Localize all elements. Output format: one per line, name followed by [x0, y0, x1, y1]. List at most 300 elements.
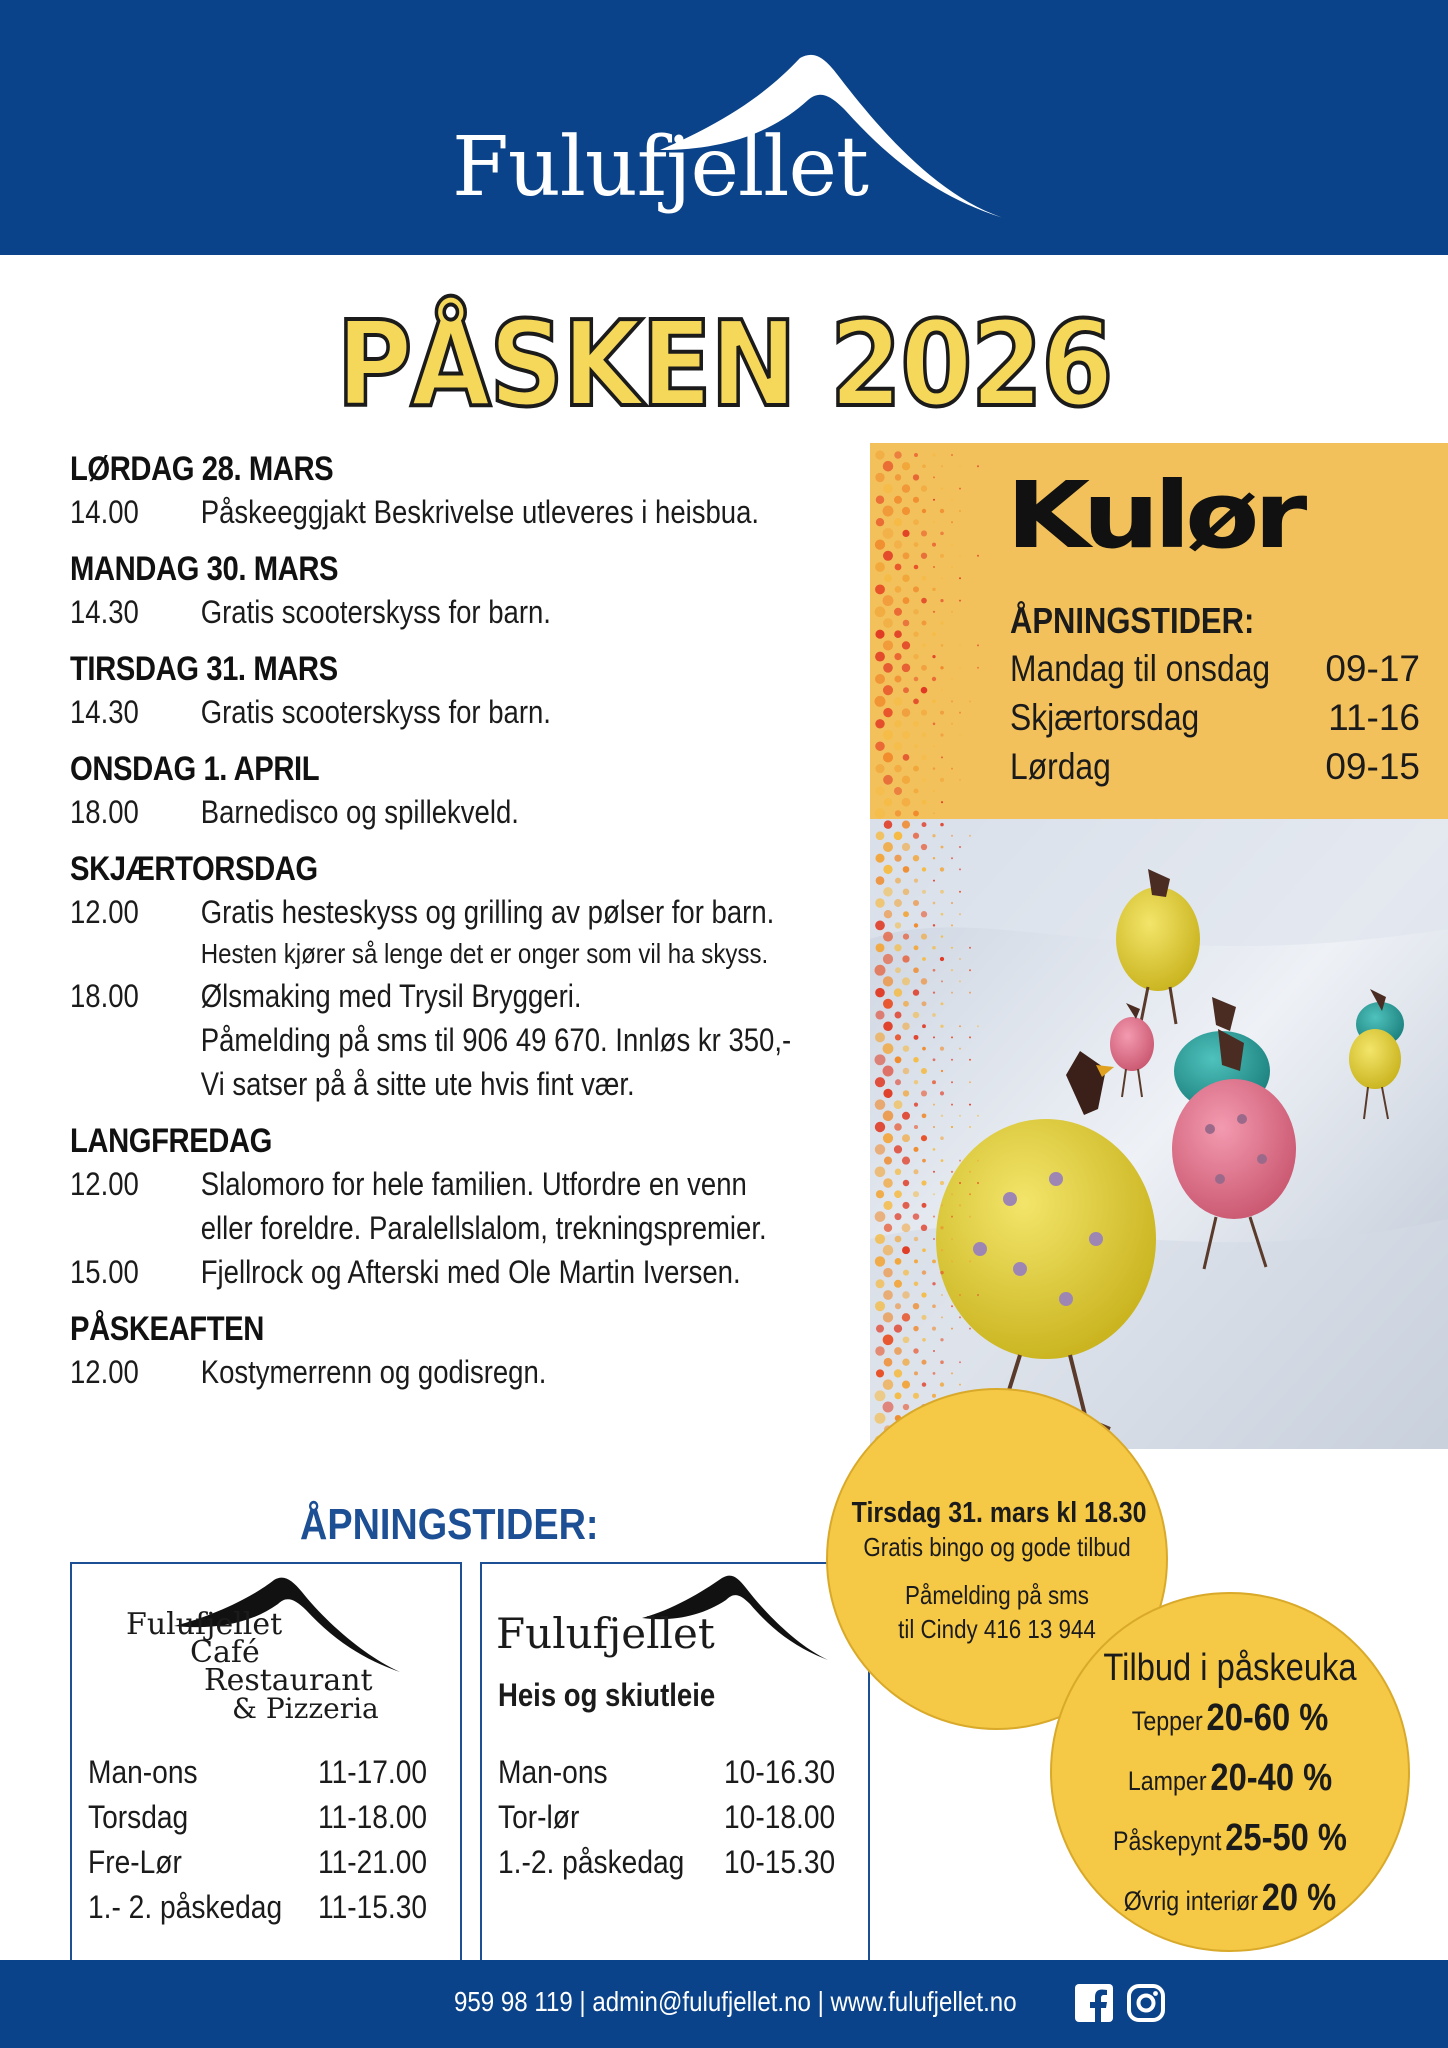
decorative-dot [876, 518, 884, 526]
decorative-dot [875, 898, 884, 907]
decorative-dot [914, 945, 919, 950]
event-text: Barnedisco og spillekveld. [200, 794, 519, 830]
decorative-dot [894, 855, 901, 862]
day-heading: LANGFREDAG [70, 1122, 273, 1160]
decorative-dot [902, 1134, 910, 1142]
opening-hours-title: ÅPNINGSTIDER: [300, 1500, 599, 1549]
decorative-dot [933, 476, 935, 478]
decorative-dot [932, 655, 935, 658]
day-heading: TIRSDAG 31. MARS [70, 650, 338, 688]
decorative-dot [940, 666, 943, 669]
decorative-dot [894, 1324, 902, 1332]
decorative-dot [932, 834, 935, 837]
decorative-dot [894, 1280, 902, 1288]
decorative-dot [933, 1058, 936, 1061]
decorative-dot [921, 687, 928, 694]
decorative-dot [933, 1126, 935, 1128]
cafe-logo-line: Fulufjellet [126, 1607, 283, 1642]
decorative-dot [903, 1336, 910, 1343]
decorative-dot [951, 1126, 953, 1128]
decorative-dot [894, 787, 902, 795]
decorative-dot [941, 1316, 943, 1318]
instagram-icon[interactable] [1127, 1984, 1165, 2022]
decorative-dot [941, 1002, 944, 1005]
decorative-dot [951, 499, 953, 501]
hours-day: Mandag til onsdag [1010, 648, 1271, 689]
decorative-dot [875, 741, 885, 751]
decorative-dot [932, 1013, 936, 1017]
decorative-dot [933, 991, 935, 993]
decorative-dot [977, 1025, 979, 1027]
decorative-dot [913, 721, 919, 727]
decorative-dot [941, 801, 943, 803]
decorative-dot [932, 588, 935, 591]
decorative-dot [951, 902, 953, 904]
kulor-hours-row [1010, 693, 1420, 742]
decorative-dot [894, 653, 901, 660]
event-text: Påmelding på sms til 906 49 670. Innløs kr 350,- [200, 1022, 792, 1058]
decorative-dot [903, 1404, 909, 1410]
decorative-dot [883, 1178, 893, 1188]
decorative-dot [883, 506, 894, 517]
decorative-dot [883, 1089, 892, 1098]
decorative-dot [903, 1180, 909, 1186]
decorative-dot [894, 742, 903, 751]
decorative-dot [951, 768, 953, 770]
decorative-dot [940, 621, 944, 625]
hours-time: 11-15.30 [318, 1889, 428, 1925]
day-heading: ONSDAG 1. APRIL [70, 750, 320, 788]
decorative-dot [922, 822, 927, 827]
decorative-dot [902, 1223, 911, 1232]
decorative-dot [883, 865, 892, 874]
decorative-dot [932, 1304, 936, 1308]
decorative-dot [959, 913, 961, 915]
decorative-dot [951, 544, 953, 546]
event-time: 12.00 [70, 1354, 139, 1390]
decorative-dot [922, 576, 927, 581]
decorative-dot [903, 1001, 909, 1007]
decorative-dot [884, 820, 893, 829]
event-row [70, 1350, 749, 1394]
cafe-hours-list [88, 1750, 442, 1930]
decorative-dot [894, 451, 901, 458]
decorative-dot [940, 599, 943, 602]
decorative-dot [932, 1080, 936, 1084]
decorative-dot [883, 1021, 893, 1031]
kulor-hours-title: ÅPNINGSTIDER: [1010, 600, 1255, 641]
decorative-dot [959, 577, 961, 579]
decorative-dot [933, 499, 935, 501]
offer-value: 20 % [1261, 1877, 1337, 1919]
decorative-dot [903, 1270, 909, 1276]
hours-row [88, 1750, 442, 1795]
decorative-dot [903, 597, 910, 604]
decorative-dot [933, 521, 935, 523]
decorative-dot [875, 696, 886, 707]
schedule-day [70, 848, 792, 1106]
decorative-dot [922, 464, 926, 468]
decorative-dot [902, 955, 909, 962]
decorative-dot [933, 812, 935, 814]
decorative-dot [951, 947, 953, 949]
decorative-dot [933, 1104, 935, 1106]
decorative-dot [914, 1371, 918, 1375]
decorative-dot [902, 731, 910, 739]
decorative-dot [883, 1066, 894, 1077]
heis-subtitle: Heis og skiutleie [498, 1677, 716, 1713]
decorative-dot [875, 450, 884, 459]
decorative-dot [883, 640, 893, 650]
decorative-dot [933, 857, 935, 859]
footer-contact: 959 98 119 | admin@fulufjellet.no | www.fulufjellet.no [454, 1986, 1017, 2017]
decorative-dot [895, 878, 901, 884]
decorative-dot [969, 1126, 971, 1128]
decorative-dot [883, 1201, 892, 1210]
decorative-dot [951, 1193, 953, 1195]
decorative-dot [959, 734, 961, 736]
decorative-dot [875, 584, 885, 594]
decorative-dot [922, 867, 926, 871]
decorative-dot [875, 1122, 885, 1132]
decorative-dot [894, 988, 902, 996]
bingo-title: Tirsdag 31. mars kl 18.30 [851, 1497, 1147, 1529]
decorative-dot [969, 947, 971, 949]
decorative-dot [951, 454, 953, 456]
decorative-dot [951, 924, 953, 926]
decorative-dot [922, 621, 927, 626]
facebook-icon[interactable] [1075, 1984, 1113, 2022]
schedule-day [70, 448, 760, 534]
decorative-dot [921, 844, 927, 850]
day-heading: SKJÆRTORSDAG [70, 850, 318, 888]
offer-value: 20-60 % [1206, 1697, 1329, 1739]
decorative-dot [940, 1382, 944, 1386]
decorative-dot [875, 1032, 885, 1042]
decorative-dot [914, 1103, 918, 1107]
decorative-dot [875, 1234, 885, 1244]
decorative-dot [959, 1204, 961, 1206]
decorative-dot [951, 835, 953, 837]
decorative-dot [875, 1099, 886, 1110]
decorative-dot [959, 667, 961, 669]
decorative-dot [875, 1390, 886, 1401]
decorative-dot [969, 969, 971, 971]
hours-time: 10-15.30 [723, 1844, 835, 1880]
decorative-dot [894, 630, 902, 638]
event-text: Gratis scooterskyss for barn. [200, 694, 551, 730]
event-row [70, 590, 749, 634]
decorative-dot [875, 473, 884, 482]
decorative-dot [894, 899, 902, 907]
offers-circle [1050, 1592, 1410, 1952]
decorative-dot [902, 484, 910, 492]
decorative-dot [977, 1294, 979, 1296]
logo-text: Fulufjellet [452, 120, 868, 215]
decorative-dot [903, 1045, 909, 1051]
event-time: 18.00 [70, 794, 139, 830]
decorative-dot [913, 1147, 918, 1152]
decorative-dot [969, 1216, 971, 1218]
offer-row [1077, 1872, 1383, 1932]
decorative-dot [922, 1270, 926, 1274]
decorative-dot [913, 654, 918, 659]
decorative-dot [883, 618, 893, 628]
event-text: Gratis hesteskyss og grilling av pølser for barn. [200, 894, 775, 930]
decorative-dot [933, 1193, 935, 1195]
decorative-dot [884, 574, 892, 582]
heis-logo-text: Fulufjellet [496, 1609, 715, 1658]
decorative-dot [884, 1358, 893, 1367]
event-time: 15.00 [70, 1254, 139, 1290]
decorative-dot [951, 1328, 953, 1330]
decorative-dot [902, 977, 910, 985]
decorative-dot [922, 1159, 926, 1163]
decorative-dot [933, 745, 935, 747]
event-time: 14.00 [70, 494, 139, 530]
decorative-dot [875, 1211, 886, 1222]
decorative-dot [959, 891, 961, 893]
decorative-dot [932, 699, 936, 703]
decorative-dot [913, 1057, 918, 1062]
decorative-dot [894, 720, 902, 728]
decorative-dot [922, 1047, 926, 1051]
event-text: Påskeeggjakt Beskrivelse utleveres i heisbua. [200, 494, 760, 530]
decorative-dot [883, 663, 893, 673]
decorative-dot [895, 1079, 901, 1085]
page-title: PÅSKEN 2026 [336, 295, 1112, 433]
decorative-dot [914, 744, 918, 748]
decorative-dot [977, 555, 979, 557]
decorative-dot [922, 1203, 927, 1208]
decorative-dot [977, 465, 979, 467]
decorative-dot [921, 530, 927, 536]
decorative-dot [876, 496, 884, 504]
offer-label: Tepper [1131, 1706, 1203, 1736]
event-text: Ølsmaking med Trysil Bryggeri. [200, 978, 582, 1014]
decorative-dot [883, 595, 894, 606]
hours-time: 10-18.00 [723, 1799, 835, 1835]
decorative-dot [876, 1369, 884, 1377]
decorative-dot [951, 1305, 953, 1307]
decorative-dot [902, 798, 911, 807]
hours-time: 11-18.00 [318, 1799, 428, 1835]
decorative-dot [883, 999, 893, 1009]
decorative-dot [933, 1171, 935, 1173]
decorative-dot [921, 710, 927, 716]
decorative-dot [921, 598, 927, 604]
decorative-dot [895, 1213, 902, 1220]
decorative-dot [902, 708, 911, 717]
event-subtext: Hesten kjører så lenge det er onger som vil ha skyss. [200, 938, 769, 969]
schedule-day [70, 1308, 749, 1394]
decorative-dot [932, 632, 936, 636]
decorative-dot [913, 519, 919, 525]
decorative-dot [902, 530, 909, 537]
decorative-dot [969, 1328, 971, 1330]
decorative-dot [903, 866, 910, 873]
hours-day: 1.- 2. påskedag [88, 1889, 283, 1925]
heis-hours-box [480, 1562, 870, 1962]
decorative-dot [921, 1315, 926, 1320]
event-row [70, 690, 749, 734]
decorative-dot [894, 608, 902, 616]
offer-value: 20-40 % [1210, 1757, 1333, 1799]
decorative-dot [875, 854, 884, 863]
hours-row [498, 1840, 850, 1885]
decorative-dot [875, 1077, 885, 1087]
decorative-dot [940, 711, 944, 715]
event-time: 12.00 [70, 1166, 139, 1202]
hours-day: Skjærtorsdag [1010, 697, 1200, 738]
decorative-dot [895, 564, 902, 571]
decorative-dot [914, 1035, 919, 1040]
decorative-dot [902, 1022, 910, 1030]
decorative-dot [913, 1326, 918, 1331]
decorative-dot [922, 890, 926, 894]
decorative-dot [875, 921, 885, 931]
hours-row [88, 1795, 442, 1840]
event-time: 18.00 [70, 978, 139, 1014]
decorative-dot [903, 888, 910, 895]
decorative-dot [951, 678, 953, 680]
decorative-dot [940, 1226, 943, 1229]
decorative-dot [883, 1334, 894, 1345]
decorative-dot [932, 543, 936, 547]
decorative-dot [933, 1372, 936, 1375]
hours-day: 1.-2. påskedag [498, 1844, 685, 1880]
decorative-dot [922, 643, 926, 647]
decorative-dot [903, 754, 910, 761]
decorative-dot [875, 965, 886, 976]
decorative-dot [894, 697, 903, 706]
hours-day: Man-ons [88, 1754, 198, 1790]
decorative-dot [894, 944, 901, 951]
decorative-dot [895, 1258, 902, 1265]
decorative-dot [913, 1348, 918, 1353]
decorative-dot [894, 831, 903, 840]
decorative-dot [922, 1113, 927, 1118]
hours-day: Man-ons [498, 1754, 608, 1790]
kulor-opening-hours [1010, 598, 1420, 791]
decorative-dot [902, 507, 910, 515]
decorative-dot [902, 1313, 910, 1321]
decorative-dot [913, 989, 919, 995]
decorative-dot [922, 778, 926, 782]
decorative-dot [913, 833, 919, 839]
decorative-dot [903, 687, 909, 693]
decorative-dot [894, 1145, 902, 1153]
decorative-dot [921, 911, 927, 917]
decorative-dot [959, 555, 961, 557]
decorative-dot [951, 723, 953, 725]
day-heading: LØRDAG 28. MARS [70, 450, 334, 488]
cafe-logo-line: Café [190, 1635, 260, 1670]
decorative-dot [940, 1025, 943, 1028]
decorative-dot [875, 764, 884, 773]
decorative-dot [914, 677, 919, 682]
decorative-dot [875, 1010, 884, 1019]
decorative-dot [895, 1303, 901, 1309]
decorative-dot [921, 800, 926, 805]
decorative-dot [922, 1001, 927, 1006]
decorative-dot [902, 821, 910, 829]
hours-time: 11-17.00 [318, 1754, 428, 1790]
header-banner [0, 0, 1448, 255]
decorative-dot [951, 1036, 953, 1038]
decorative-dot [959, 1384, 961, 1386]
decorative-dot [895, 1392, 902, 1399]
decorative-dot [913, 1393, 919, 1399]
decorative-dot [940, 1360, 944, 1364]
decorative-dot [902, 1202, 909, 1209]
decorative-dot [951, 1260, 953, 1262]
decorative-dot [902, 843, 910, 851]
decorative-dot [914, 565, 919, 570]
decorative-dot [951, 1059, 953, 1061]
decorative-dot [875, 630, 884, 639]
decorative-dot [932, 1327, 936, 1331]
decorative-dot [951, 1081, 953, 1083]
decorative-dot [921, 1360, 926, 1365]
decorative-dots [870, 443, 980, 1449]
decorative-dot [902, 1291, 909, 1298]
decorative-dot [913, 609, 919, 615]
hours-row [498, 1750, 850, 1795]
decorative-dot [969, 992, 971, 994]
decorative-dot [941, 846, 944, 849]
decorative-dot [902, 776, 910, 784]
decorative-dot [932, 677, 936, 681]
decorative-dot [922, 957, 926, 961]
decorative-dot [875, 606, 886, 617]
decorative-dot [977, 644, 979, 646]
decorative-dot [883, 1402, 894, 1413]
decorative-dot [875, 1054, 886, 1065]
hours-time: 09-15 [1325, 746, 1420, 787]
decorative-dot [959, 1361, 961, 1363]
decorative-dot [876, 1190, 884, 1198]
decorative-dot [895, 1012, 902, 1019]
decorative-dot [914, 453, 918, 457]
decorative-dot [921, 553, 927, 559]
decorative-dot [941, 465, 943, 467]
decorative-dot [959, 1182, 961, 1184]
bingo-line: Påmelding på sms [905, 1580, 1089, 1610]
decorative-dot [933, 1216, 935, 1218]
kulor-hours-row [1010, 742, 1420, 791]
decorative-dot [883, 1379, 894, 1390]
hours-row [88, 1885, 442, 1930]
decorative-dot [895, 586, 902, 593]
offer-label: Øvrig interiør [1123, 1886, 1258, 1916]
decorative-dot [969, 700, 971, 702]
decorative-dot [959, 600, 961, 602]
decorative-dot [913, 474, 919, 480]
decorative-dot [940, 509, 944, 513]
event-time: 14.30 [70, 594, 139, 630]
decorative-dot [940, 532, 944, 536]
decorative-dot [959, 488, 961, 490]
decorative-dot [894, 765, 902, 773]
decorative-dot [875, 808, 885, 818]
decorative-dot [883, 1111, 894, 1122]
decorative-dot [902, 1359, 909, 1366]
hours-row [498, 1795, 850, 1840]
decorative-dot [894, 496, 902, 504]
decorative-dot [977, 1160, 979, 1162]
decorative-dot [951, 611, 953, 613]
